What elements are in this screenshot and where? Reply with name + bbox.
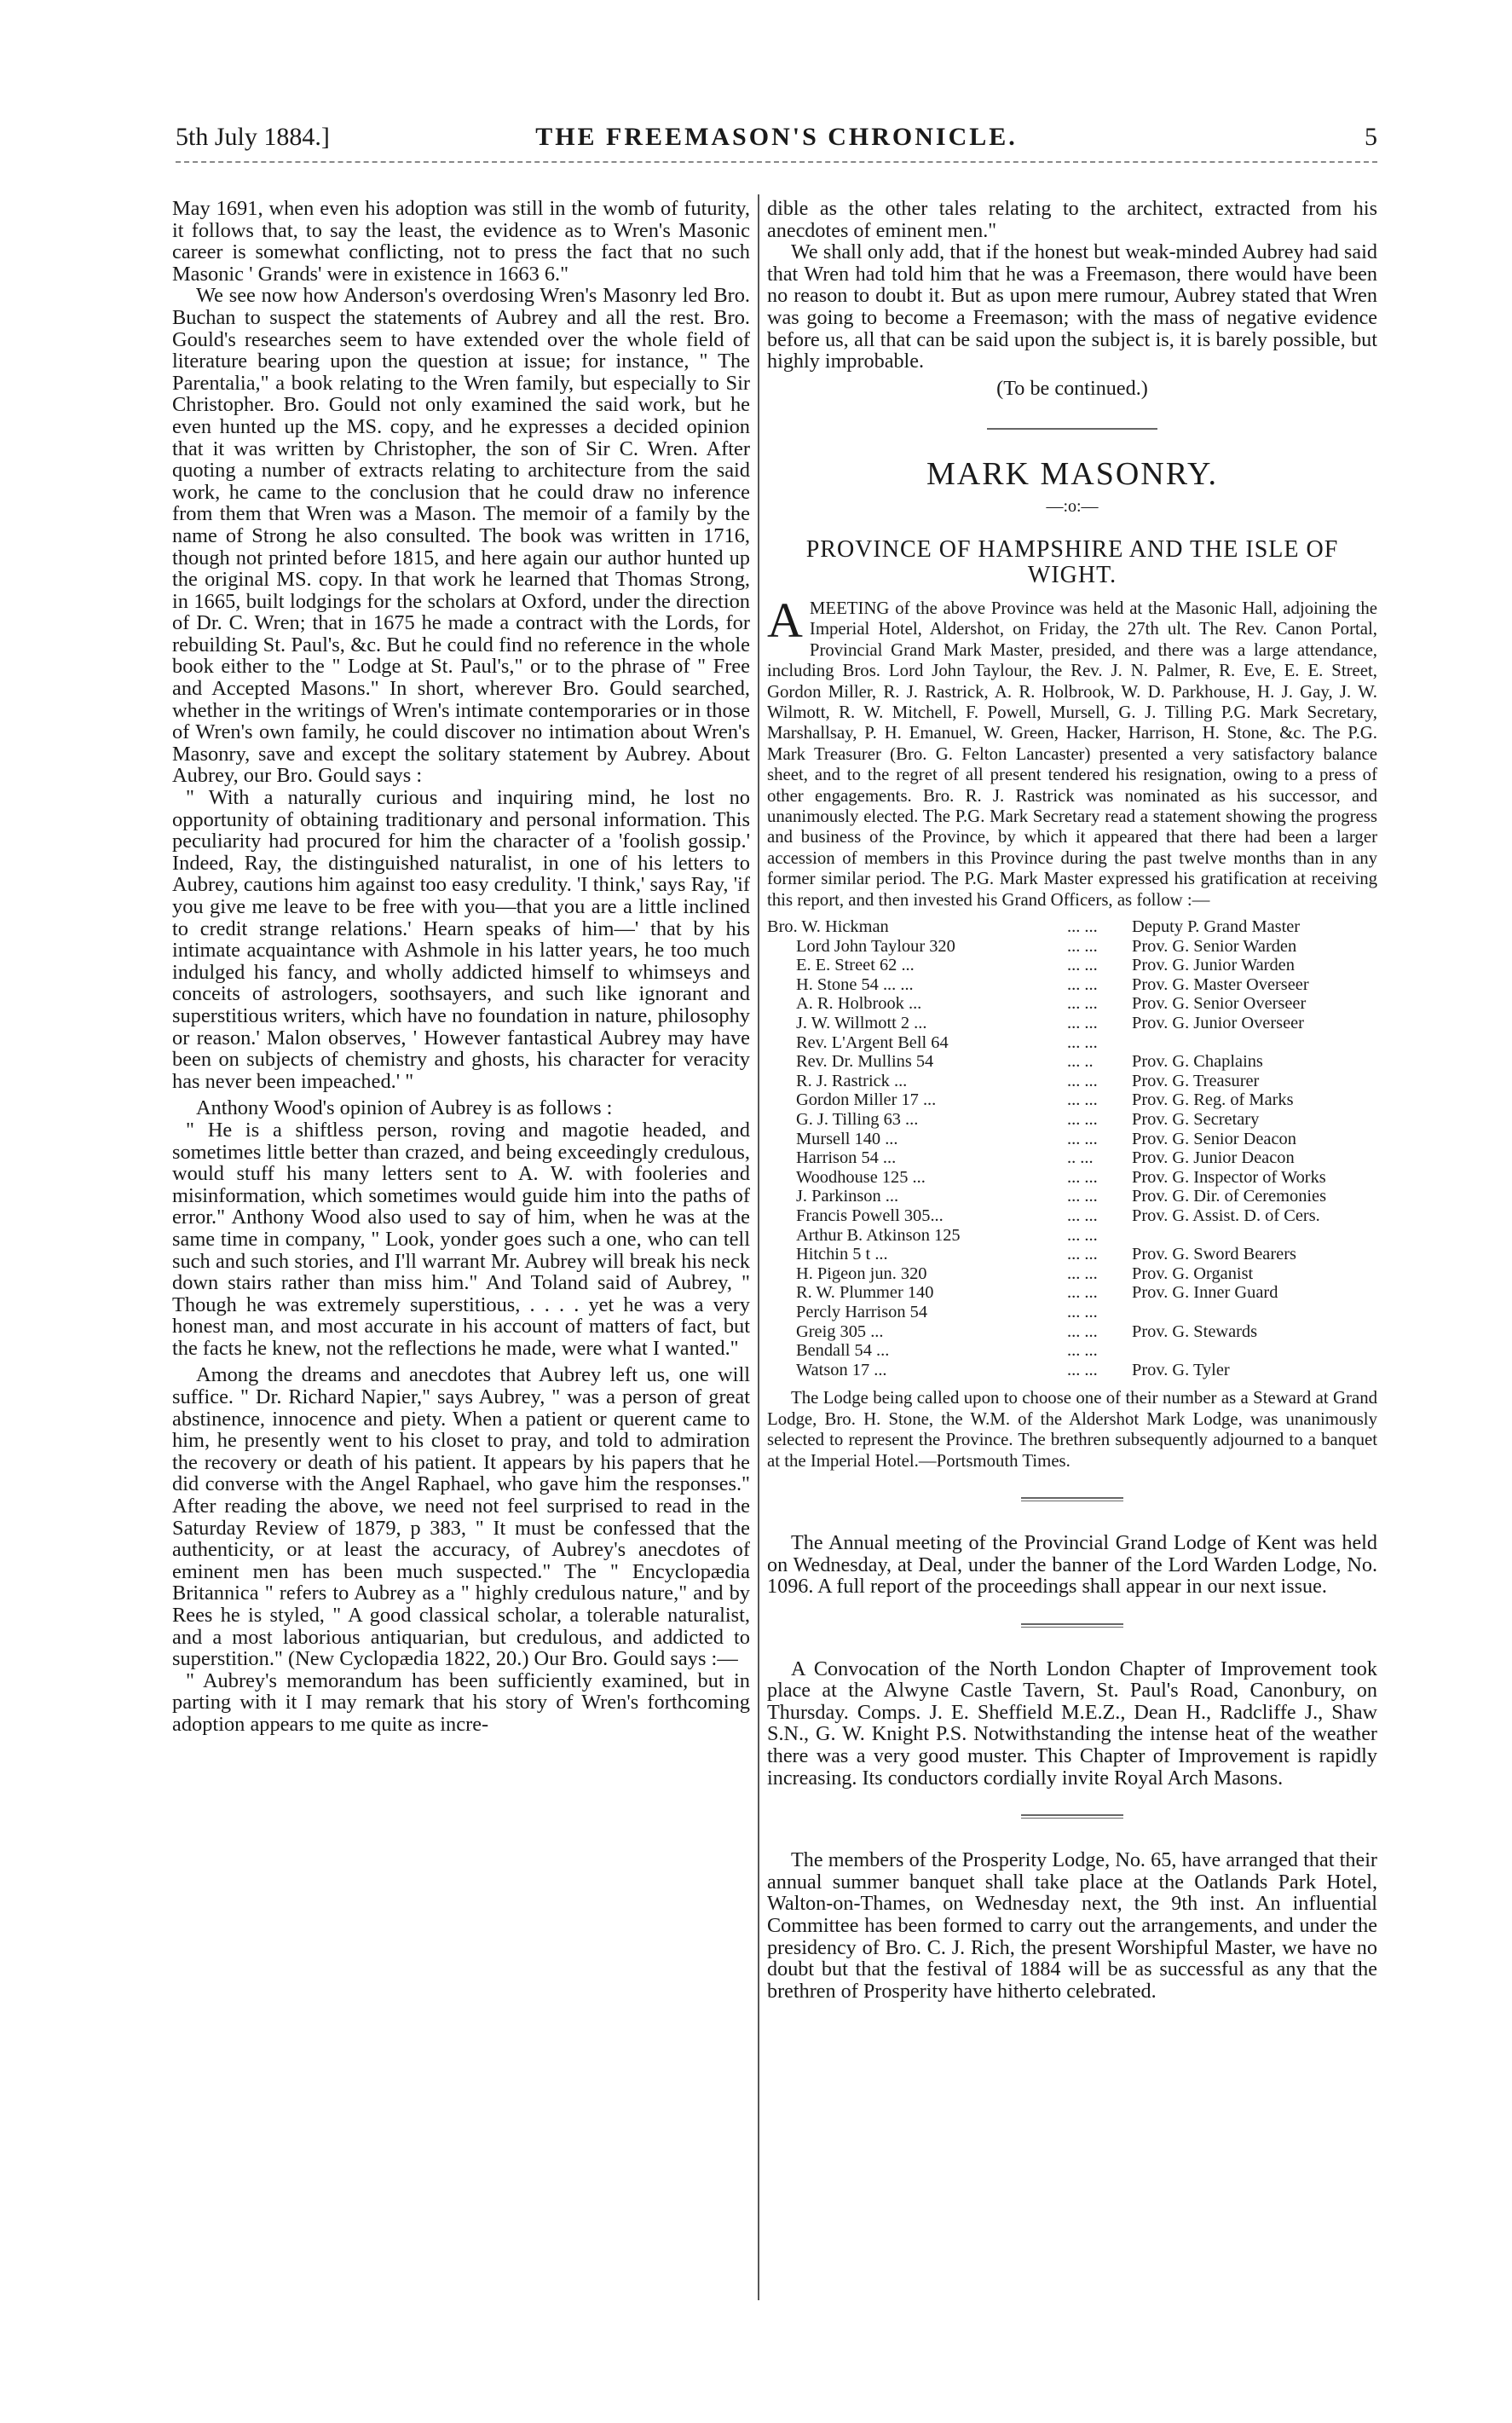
issue-date: 5th July 1884.] <box>176 123 330 151</box>
officer-row <box>767 1283 1377 1303</box>
to-be-continued: (To be continued.) <box>996 376 1148 400</box>
officer-name: E. E. Street 62 ... <box>796 956 915 975</box>
leader-dots: ... ... <box>1067 1187 1098 1206</box>
right-column <box>767 198 1377 2002</box>
officer-row <box>767 1245 1377 1264</box>
officer-name: R. J. Rastrick ... <box>796 1071 908 1090</box>
leader-dots: ... ... <box>1067 1283 1098 1303</box>
paragraph: May 1691, when even his adoption was still in the womb of futurity, it follows that, to say the least, the evidence as to Wren's Masonic career is somewhat conflicting, not to press the fact that no such Masonic ' Grands' were in existence in 1663 6." <box>172 197 750 286</box>
lodge-report: The Lodge being called upon to choose one of their number as a Steward at Grand Lodge, Bro. H. Stone, the W.M. of the Aldershot Mark Lodge, was unanimously selected to represent the Province. The brethren subsequently adjourned to a banquet at the Imperial Hotel.—Portsmouth Times. <box>767 1388 1377 1471</box>
prosperity-lodge-notice: The members of the Prosperity Lodge, No. 65, have arranged that their annual summer banquet shall take place at the Oatlands Park Hotel, Walton-on-Thames, on Wednesday next, the 9th inst. An influential Committee has been formed to carry out the arrangements, and under the presidency of Bro. C. J. Rich, the present Worshipful Master, we have no doubt but that the festival of 1884 will be as successful as any that the brethren of Prosperity have hitherto celebrated. <box>767 1848 1377 2003</box>
officer-office: Prov. G. Sword Bearers <box>1132 1245 1296 1264</box>
officer-office: Deputy P. Grand Master <box>1132 917 1301 937</box>
officer-office <box>1128 1341 1377 1361</box>
officer-office <box>1128 1303 1377 1322</box>
leader-dots: ... ... <box>1067 1129 1098 1148</box>
officer-office: Prov. G. Dir. of Ceremonies <box>1132 1187 1327 1206</box>
officer-row <box>767 1303 1377 1322</box>
leader-dots: ... ... <box>1067 1321 1098 1341</box>
leader-dots: ... ... <box>1067 1341 1098 1361</box>
leader-dots: ... ... <box>1067 1109 1098 1129</box>
officer-name: Gordon Miller 17 ... <box>796 1090 937 1110</box>
officer-office: Prov. G. Junior Overseer <box>1132 1014 1304 1032</box>
officer-office: Prov. G. Tyler <box>1132 1360 1230 1379</box>
meeting-report-text: MEETING of the above Province was held at the Masonic Hall, adjoining the Imperial Hotel, Aldershot, on Friday, the 27th ult. The Rev. Canon Portal, Provincial Grand Mark Master, presided, and there was a large attendance, including Bros. Lord John Taylour, the Rev. J. N. Palmer, R. Eve, E. E. Street, Gordon Miller, R. J. Rastrick, A. R. Holbrook, W. D. Parkhouse, H. J. Gay, J. W. Wilmott, R. W. Mitchell, F. Powell, Mursell, G. J. Tilling P.G. Mark Secretary, Marshallsay, P. H. Emanuel, W. Green, Hacker, Harrison, H. Stone, &c. The P.G. Mark Treasurer (Bro. G. Felton Lancaster) presented a very satisfactory balance sheet, and to the regret of all present tendered his resignation, owing to a press of other engagements. Bro. R. J. Rastrick was nominated as his successor, and unanimously elected. The P.G. Mark Secretary read a statement showing the progress and business of the Province, by which it appeared that there had been a larger accession of members in this Province during the past twelve months than in any former similar period. The P.G. Mark Master expressed his gratification at receiving this report, and then invested his Grand Officers, as follow :— <box>767 598 1377 910</box>
left-column <box>172 198 750 1736</box>
officer-row <box>767 1148 1377 1168</box>
officer-office: Prov. G. Senior Deacon <box>1132 1129 1296 1148</box>
officer-office: Prov. G. Senior Warden <box>1132 936 1297 956</box>
column-divider <box>758 194 759 2300</box>
officer-row <box>767 917 1377 937</box>
officer-office <box>1128 1226 1377 1246</box>
leader-dots: ... ... <box>1067 1032 1098 1052</box>
officer-name: Watson 17 ... <box>796 1360 887 1379</box>
officer-name: H. Pigeon jun. 320 <box>796 1264 927 1283</box>
masthead-title: THE FREEMASON'S CHRONICLE. <box>535 123 1018 151</box>
officer-row <box>767 1264 1377 1284</box>
officer-row <box>767 1110 1377 1130</box>
officer-row <box>767 1168 1377 1188</box>
officer-name: Francis Powell 305... <box>796 1206 944 1225</box>
header-rule <box>176 161 1377 163</box>
quotation: " With a naturally curious and inquiring mind, he lost no opportunity of obtaining traditionary and personal information. This peculiarity had procured for him the character of a 'foolish gossip.' Indeed, Ray, the distinguished naturalist, in one of his letters to Aubrey, cautions him against too easy credulity. 'I think,' says Ray, 'if you give me leave to be free with you—that you are a little inclined to credit strange relations.' Hearn speaks of him—' that by his intimate acquaintance with Ashmole in his latter years, he too much indulged his fancy, and wholly addicted himself to whimseys and conceits of astrologers, soothsayers, and such like ignorant and superstitious writers, which have no foundation in nature, philosophy or reason.' Malon observes, ' However fantastical Aubrey may have been on subjects of chemistry and ghosts, his character for veracity has never been impeached.' " <box>172 786 750 1093</box>
officer-name: G. J. Tilling 63 ... <box>796 1109 919 1129</box>
paragraph: We shall only add, that if the honest but weak-minded Aubrey had said that Wren had told him that he was a Freemason, there would have been no reason to doubt it. But as upon mere rumour, Aubrey stated that Wren was going to become a Freemason; with the mass of negative evidence before us, all that can be said upon the subject is, it is barely possible, but highly improbable. <box>767 240 1377 373</box>
officer-row <box>767 1033 1377 1053</box>
kent-notice: The Annual meeting of the Provincial Grand Lodge of Kent was held on Wednesday, at Deal, under the banner of the Lord Warden Lodge, No. 1096. A full report of the proceedings shall appear in our next issue. <box>767 1530 1377 1599</box>
officer-name: R. W. Plummer 140 <box>796 1283 934 1303</box>
officer-office: Prov. G. Senior Overseer <box>1132 994 1307 1014</box>
section-divider <box>1021 1623 1123 1628</box>
meeting-report <box>767 592 1377 911</box>
officer-row <box>767 937 1377 957</box>
leader-dots: ... ... <box>1067 1014 1098 1032</box>
leader-dots: ... ... <box>1067 974 1098 994</box>
officer-row <box>767 1130 1377 1149</box>
leader-dots: ... ... <box>1067 1206 1098 1225</box>
officer-row <box>767 1361 1377 1380</box>
officer-office: Prov. G. Master Overseer <box>1132 974 1309 994</box>
officer-name: Bro. W. Hickman <box>767 917 889 937</box>
officer-row <box>767 975 1377 995</box>
officer-name: Greig 305 ... <box>796 1321 884 1341</box>
officer-name: J. Parkinson ... <box>796 1187 899 1206</box>
leader-dots: ... ... <box>1067 1090 1098 1110</box>
leader-dots: ... ... <box>1067 1167 1098 1187</box>
officer-office: Prov. G. Reg. of Marks <box>1132 1090 1294 1110</box>
leader-dots: ... ... <box>1067 1360 1098 1379</box>
officer-name: H. Stone 54 ... ... <box>796 974 914 994</box>
drop-cap: A <box>767 592 803 648</box>
quotation: " Aubrey's memorandum has been sufficiently examined, but in parting with it I may remark that his story of Wren's forthcoming adoption appears to me quite as incre- <box>172 1668 750 1736</box>
officer-name: Percly Harrison 54 <box>796 1302 928 1321</box>
officer-name: Harrison 54 ... <box>796 1148 897 1168</box>
leader-dots: ... ... <box>1067 1264 1098 1283</box>
page-number: 5 <box>1365 123 1377 151</box>
page-header <box>176 123 1377 157</box>
officer-row <box>767 1052 1377 1072</box>
officer-row <box>767 1226 1377 1246</box>
officer-row <box>767 1090 1377 1110</box>
officer-name: J. W. Willmott 2 ... <box>796 1014 927 1032</box>
leader-dots: ... ... <box>1067 1225 1098 1245</box>
leader-dots: ... ... <box>1067 917 1098 937</box>
officer-office: Prov. G. Chaplains <box>1132 1052 1263 1072</box>
officer-row <box>767 956 1377 975</box>
leader-dots: ... ... <box>1067 936 1098 956</box>
leader-dots: ... ... <box>1067 994 1098 1014</box>
officer-office: Prov. G. Junior Warden <box>1132 956 1295 975</box>
heading-ornament: —:o:— <box>1046 497 1099 517</box>
officer-row <box>767 1072 1377 1091</box>
officer-row <box>767 1014 1377 1033</box>
officer-name: Lord John Taylour 320 <box>796 936 955 956</box>
officer-office: Prov. G. Secretary <box>1132 1109 1260 1129</box>
leader-dots: ... ... <box>1067 956 1098 975</box>
officer-office: Prov. G. Organist <box>1132 1264 1254 1283</box>
section-divider <box>987 428 1157 430</box>
officer-name: Woodhouse 125 ... <box>796 1167 926 1187</box>
officer-row <box>767 1341 1377 1361</box>
officers-table <box>767 917 1377 1379</box>
officer-office <box>1128 1033 1377 1053</box>
paragraph: Among the dreams and anecdotes that Aubrey left us, one will suffice. " Dr. Richard Napier," says Aubrey, " was a person of great abstinence, innocence and piety. When a patient or querent came to him, he presently went to his closet to pray, and told to admiration the recovery or death of his patient. It appears by his papers that he did converse with the Angel Raphael, who gave him the responses." After reading the above, we need not feel surprised to read in the Saturday Review of 1879, p 383, " It must be confessed that the authenticity, or at least the accuracy, of Aubrey's anecdotes of eminent men has been much suspected." The " Encyclopædia Britannica " refers to Aubrey as a " highly credulous nature," and by Rees he is styled, " A good classical scholar, a tolerable naturalist, and a most laborious antiquarian, but credulous, and addicted to superstition." (New Cyclopædia 1822, 20.) Our Bro. Gould says :— <box>172 1363 750 1671</box>
quotation: " He is a shiftless person, roving and magotie headed, and sometimes little better than crazed, and being exceedingly credulous, would stuff his many letters sent to A. W. with fooleries and misinformation, which sometimes would guide him into the paths of error." Anthony Wood also used to say of him, when he was at the same time in company, " Look, yonder goes such a one, who can tell such and such stories, and I'll warrant Mr. Aubrey will break his neck down stairs rather than miss him." And Toland said of Aubrey, " Though he was extremely superstitious, . . . . yet he was a very honest man, and most accurate in his account of matters of fact, but the facts he knew, not the reflections he made, were what I wanted." <box>172 1118 750 1360</box>
officer-name: Mursell 140 ... <box>796 1129 898 1148</box>
officer-row <box>767 1206 1377 1226</box>
leader-dots: ... .. <box>1067 1052 1094 1072</box>
mark-masonry-heading: MARK MASONRY. <box>926 456 1219 493</box>
officer-name: Bendall 54 ... <box>796 1341 890 1361</box>
officer-office: Prov. G. Stewards <box>1132 1321 1258 1341</box>
officer-name: Hitchin 5 t ... <box>796 1245 888 1264</box>
convocation-notice: A Convocation of the North London Chapter of Improvement took place at the Alwyne Castle Tavern, St. Paul's Road, Canonbury, on Thursday. Comps. J. E. Sheffield M.E.Z., Dean H., Radcliffe J., Shaw S.N., G. W. Knight P.S. Notwithstanding the intense heat of the weather there was a very good muster. This Chapter of Improvement is rapidly increasing. Its conductors cordially invite Royal Arch Masons. <box>767 1657 1377 1790</box>
leader-dots: ... ... <box>1067 1302 1098 1321</box>
officer-row <box>767 994 1377 1014</box>
officer-office: Prov. G. Assist. D. of Cers. <box>1132 1206 1320 1225</box>
officer-row <box>767 1187 1377 1206</box>
leader-dots: ... ... <box>1067 1071 1098 1090</box>
leader-dots: ... ... <box>1067 1245 1098 1264</box>
officer-name: Arthur B. Atkinson 125 <box>796 1225 961 1245</box>
leader-dots: .. ... <box>1067 1148 1094 1168</box>
officers-table-body <box>767 917 1377 1379</box>
officer-office: Prov. G. Treasurer <box>1132 1071 1260 1090</box>
paragraph: Anthony Wood's opinion of Aubrey is as follows : <box>196 1096 613 1120</box>
officer-office: Prov. G. Junior Deacon <box>1132 1148 1295 1168</box>
section-divider <box>1021 1497 1123 1501</box>
paragraph: We see now how Anderson's overdosing Wren's Masonry led Bro. Buchan to suspect the statements of Aubrey and all the rest. Bro. Gould's researches seem to have extended over the whole field of literature bearing upon the question at issue; for instance, " The Parentalia," a book relating to the Wren family, but especially to Sir Christopher. Bro. Gould not only examined the said work, but he even hunted up the MS. copy, and he expresses a decided opinion that it was written by Christopher, the son of Sir C. Wren. After quoting a number of extracts relating to architecture from the said work, he came to the conclusion that he could draw no inference from them that Wren was a Mason. The memoir of a family by the name of Strong he also consulted. The book was written in 1716, though not printed before 1815, and here again our author hunted up the original MS. copy. In that work he learned that Thomas Strong, in 1665, built lodgings for the scholars at Oxford, under the direction of Dr. C. Wren; that in 1675 he made a contract with the Lords, for rebuilding St. Paul's, &c. But he could find no reference in the whole book either to the " Lodge at St. Paul's," or to the phrase of " Free and Accepted Masons." In short, wherever Bro. Gould searched, whether in the writings of Wren's intimate contemporaries or in those of Wren's own family, he could discover no intimation about Wren's Masonry, save and except the solitary statement by Aubrey. About Aubrey, our Bro. Gould says : <box>172 284 750 788</box>
section-divider <box>1021 1814 1123 1819</box>
officer-row <box>767 1322 1377 1342</box>
officer-name: Rev. L'Argent Bell 64 <box>796 1032 949 1052</box>
officer-name: A. R. Holbrook ... <box>796 994 922 1014</box>
province-heading: PROVINCE OF HAMPSHIRE AND THE ISLE OF WIGHT. <box>805 535 1339 588</box>
paragraph: dible as the other tales relating to the architect, extracted from his anecdotes of eminent men." <box>767 197 1377 242</box>
officer-name: Rev. Dr. Mullins 54 <box>796 1052 934 1072</box>
officer-office: Prov. G. Inspector of Works <box>1132 1167 1326 1187</box>
officer-office: Prov. G. Inner Guard <box>1132 1283 1278 1303</box>
